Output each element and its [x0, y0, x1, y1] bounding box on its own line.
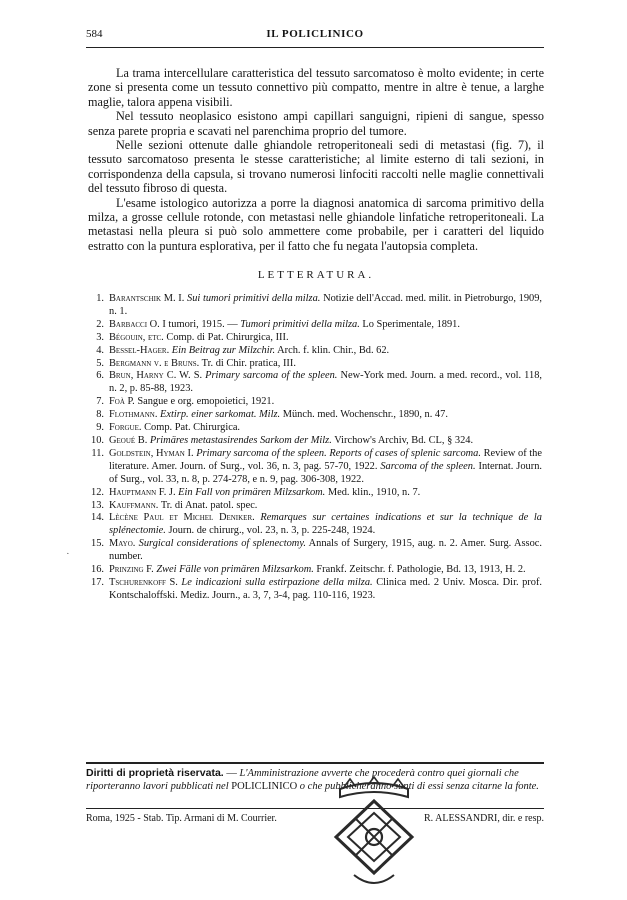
reference-item [90, 435, 542, 448]
reference-item [90, 358, 542, 371]
imprint [86, 813, 544, 827]
reference-item [90, 500, 542, 513]
reference-title: Sui tumori primitivi della milza. [187, 293, 321, 304]
reference-item [90, 409, 542, 422]
journal-title: IL POLICLINICO [266, 28, 364, 40]
reference-list [90, 293, 542, 603]
reference-details: Notizie dell'Accad. med. milit. in Pietroburgo, 1909, n. 1. [109, 293, 542, 317]
reference-details: Arch. f. klin. Chir., Bd. 62. [277, 344, 390, 356]
literature-heading: LETTERATURA. [257, 269, 375, 281]
reference-item [90, 487, 542, 500]
header-rule [86, 47, 544, 48]
reference-author: Geoué B. [109, 434, 148, 446]
reference-item [90, 564, 542, 577]
reference-number: 3. [96, 331, 104, 343]
reference-number: 4. [96, 344, 104, 356]
reference-item [90, 512, 542, 538]
reference-author: Kauffmann. [109, 499, 159, 511]
body-paragraph: Nel tessuto neoplasico esistono ampi capillari sanguigni, ripieni di sangue, spesso senza parete propria e scavati nel parenchima proprio del tumore. [88, 109, 544, 138]
reference-details: Comp. di Pat. Chirurgica, III. [166, 331, 289, 343]
reference-details: Review of the literature. Amer. Journ. of Surg., vol. 36, n. 3, pag. 57-70, 1922. [109, 447, 542, 472]
reference-number: 14. [91, 512, 104, 524]
diamond-cross [356, 819, 392, 855]
reference-item [90, 345, 542, 358]
reference-number: 1. [96, 293, 104, 304]
reference-author: Foà P. [109, 396, 135, 408]
reference-author: Prinzing F. [109, 564, 154, 576]
reference-title: Extirp. einer sarkomat. Milz. [160, 409, 281, 421]
reference-details: Sangue e org. emopoietici, 1921. [137, 396, 275, 408]
reference-item [90, 293, 542, 319]
reference-title: Tumori primitivi della milza. [240, 318, 360, 330]
reference-item [90, 370, 542, 396]
reference-author: Brun, Harny C. W. S. [109, 370, 203, 382]
reference-details: Tr. di Chir. pratica, III. [201, 357, 296, 369]
reference-title: Primary sarcoma of the spleen. Reports of cases of splenic sarcoma. [196, 447, 481, 459]
rights-journal: POLICLINICO [231, 781, 298, 792]
reference-number: 16. [91, 564, 104, 576]
reference-author: Forgue. [109, 422, 142, 434]
reference-number: 9. [96, 422, 104, 434]
running-header [86, 28, 544, 44]
reference-number: 11. [91, 447, 104, 459]
reference-author: Barantschik M. I. [109, 293, 185, 304]
reference-item [90, 538, 542, 564]
reference-title: Ein Fall von primären Milzsarkom. [178, 486, 326, 498]
footer-rule [86, 762, 544, 764]
reference-details: Virchow's Archiv, Bd. CL, § 324. [334, 434, 474, 446]
page-number: 584 [86, 28, 103, 40]
reference-author: Mayo. [109, 538, 136, 550]
reference-title: Surgical considerations of splenectomy. [138, 538, 306, 550]
reference-author: Flothmann. [109, 409, 158, 421]
reference-item [90, 577, 542, 603]
reference-title: Primary sarcoma of the spleen. [205, 370, 338, 382]
reference-title: Ein Beitrag zur Milzchir. [171, 344, 276, 356]
reference-details: Tr. di Anat. patol. spec. [160, 499, 258, 511]
reference-title: Primäres metastasirendes Sarkom der Milz. [149, 434, 332, 446]
reference-details: Journ. de chirurg., vol. 23, n. 3, p. 225-248, 1924. [168, 525, 376, 537]
reference-details: New-York med. Journ. a med. record., vol. 118, n. 2, p. 85-88, 1923. [109, 370, 542, 395]
reference-number: 10. [91, 434, 104, 446]
reference-item [90, 448, 542, 487]
reference-title: Sarcoma of the spleen. [380, 460, 476, 472]
body-paragraph: L'esame istologico autorizza a porre la diagnosi anatomica di sarcoma primitivo della milza, a grosse cellule rotonde, con metastasi nelle ghiandole linfatiche retroperitoneali. La metastasi nella pleura si può solo ammettere come probabile, per i caratteri del liquido estratto con la puntura esplorativa, per il fatto che fu negata l'autopsia completa. [88, 195, 544, 253]
reference-details: Frankf. Zeitschr. f. Pathologie, Bd. 13, 1913, H. 2. [316, 564, 526, 576]
reference-item [90, 396, 542, 409]
reference-author: Goldstein, Hyman I. [109, 447, 194, 459]
reference-details: I tumori, 1915. — [162, 318, 241, 330]
reference-item [90, 319, 542, 332]
reference-author: Bergmann v. e Bruns. [109, 357, 200, 369]
reference-number: 2. [96, 318, 104, 330]
rights-text: L'Amministrazione avverte che procederà contro quei giornali che riporteranno lavori pubblicati nel [86, 768, 519, 792]
reference-number: 6. [96, 370, 104, 382]
rights-dash: — [223, 768, 240, 779]
rights-text-end: o che pubblicheranno sunti di essi senza citarne la fonte. [297, 781, 539, 792]
printer-line: Roma, 1925 - Stab. Tip. Armani di M. Courrier. [86, 813, 277, 824]
reference-details: Lo Sperimentale, 1891. [362, 318, 460, 330]
reference-details: Comp. Pat. Chirurgica. [144, 422, 241, 434]
reference-details: Internat. Journ. of Surg., vol. 33, n. 8, p. 274-278, e n. 9, pag. 306-308, 1922. [109, 460, 542, 485]
reference-item [90, 422, 542, 435]
reference-title: Remarques sur certaines indications et sur la technique de la splénectomie. [109, 512, 542, 537]
reference-author: Bessel-Hager. [109, 344, 170, 356]
base-scroll [354, 875, 394, 883]
reference-title: Le indicazioni sulla estirpazione della milza. [181, 576, 373, 588]
reference-number: 7. [96, 396, 104, 408]
reference-author: Hauptmann F. J. [109, 486, 176, 498]
reference-number: 13. [91, 499, 104, 511]
reference-details: Med. klin., 1910, n. 7. [327, 486, 421, 498]
reference-author: Tschurenkoff S. [109, 576, 178, 588]
rights-title: Diritti di proprietà riservata. [86, 767, 224, 779]
reference-details: Münch. med. Wochenschr., 1890, n. 47. [282, 409, 448, 421]
crown-band [340, 783, 408, 797]
reference-number: 12. [91, 486, 104, 498]
reference-author: Barbacci O. [109, 318, 160, 330]
director-line: R. ALESSANDRI, dir. e resp. [424, 813, 544, 824]
body-paragraph: Nelle sezioni ottenute dalle ghiandole retroperitoneali sedi di metastasi (fig. 7), il tessuto sarcomatoso presenta le stesse caratteristiche; al limite esterno di tali sezioni, in corrispondenza della capsula, si trovano numerosi linfociti raccolti nelle maglie connettivali del tessuto fibroso di questa. [88, 138, 544, 196]
reference-number: 17. [91, 576, 104, 588]
body-paragraph: La trama intercellulare caratteristica del tessuto sarcomatoso è molto evidente; in certe zone si presenta come un tessuto connettivo più compatto, mentre in altre è tenue, a larghe maglie, talora appena visibili. [88, 66, 544, 109]
margin-mark: ˙ [66, 551, 70, 563]
reference-item [90, 332, 542, 345]
article-body [88, 66, 544, 253]
reference-details: Annals of Surgery, 1915, aug. n. 2. Amer. Surg. Assoc. number. [109, 538, 542, 563]
reference-details: Clinica med. 2 Univ. Mosca. Dir. prof. Kontschaloffski. Mediz. Journ., a. 3, 7, 3-4, pag. 110-116, 1923. [109, 576, 543, 601]
reference-number: 8. [96, 409, 104, 421]
reference-author: Lècène Paul et Michel Deniker. [109, 512, 255, 524]
reference-number: 15. [91, 538, 104, 550]
reference-title: Zwei Fälle von primären Milzsarkom. [156, 564, 314, 576]
copyright-notice [86, 767, 544, 793]
imprint-rule [86, 808, 544, 809]
reference-author: Bégouin, etc. [109, 331, 164, 343]
library-stamp-emblem [326, 775, 422, 893]
reference-number: 5. [96, 357, 104, 369]
